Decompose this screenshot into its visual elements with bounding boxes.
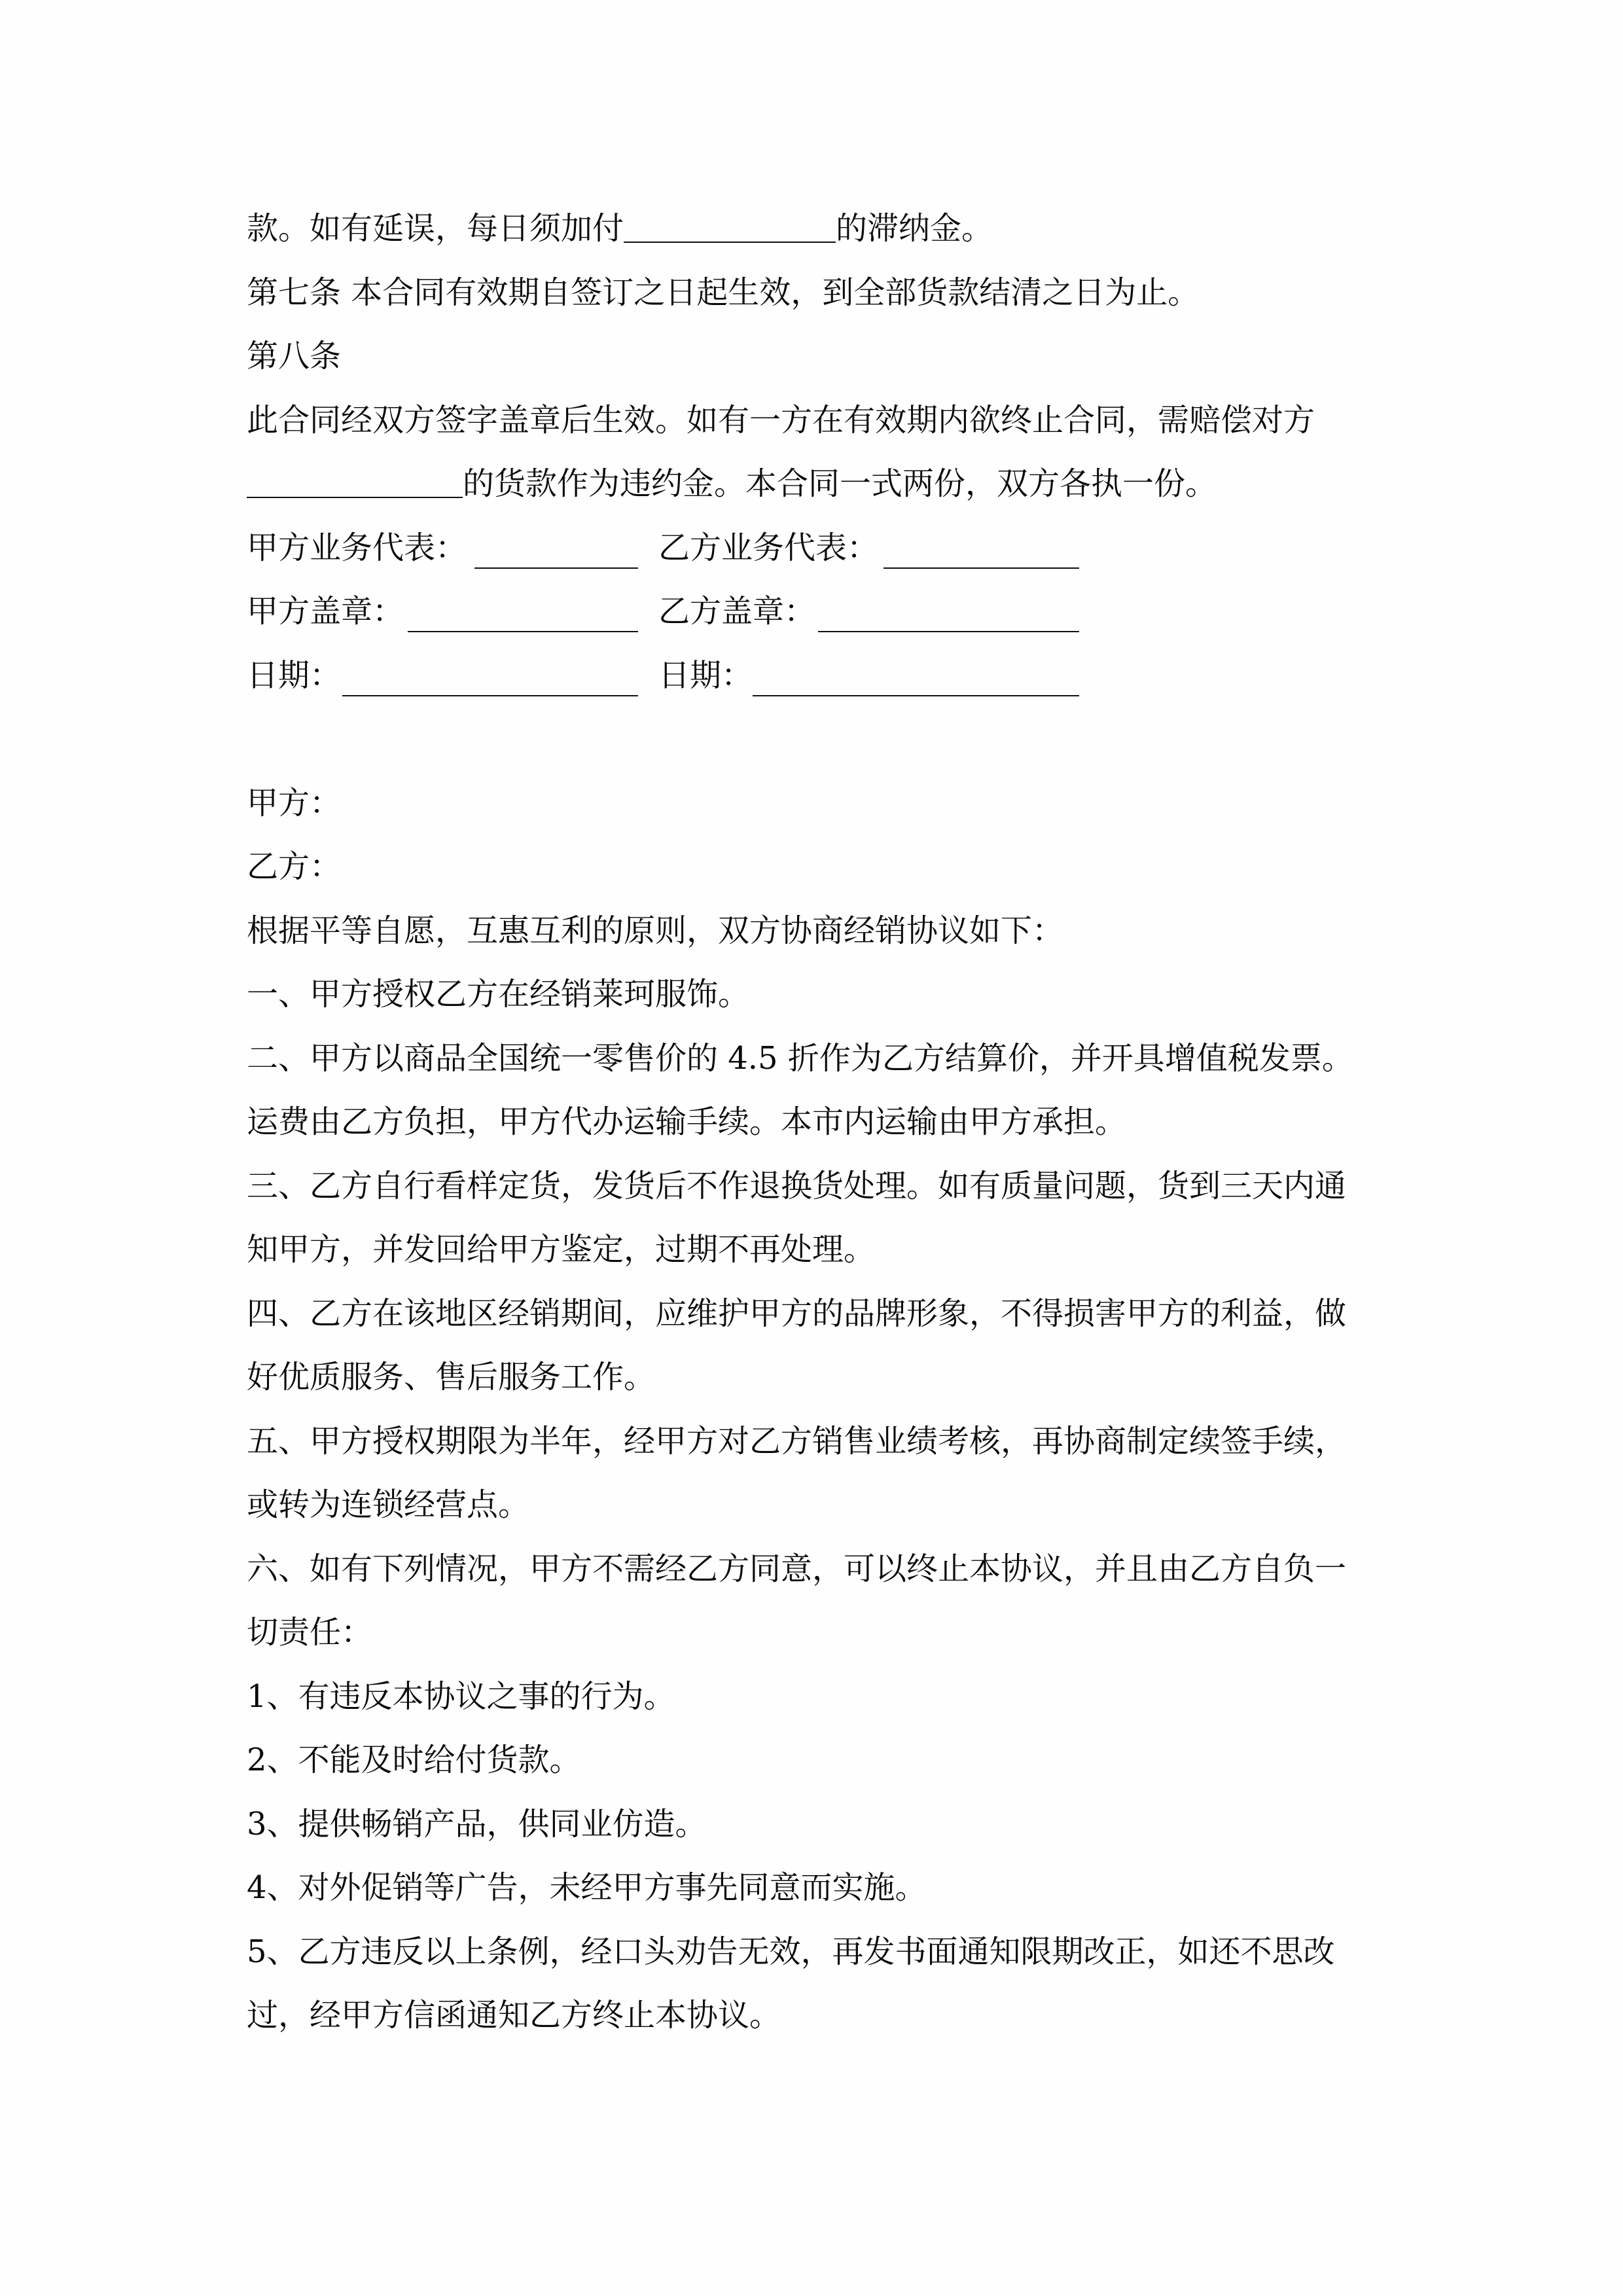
late-fee-clause bbox=[247, 197, 993, 261]
penalty-blank bbox=[247, 496, 463, 498]
party-a-seal-label: 甲方盖章： bbox=[247, 593, 404, 630]
list-item: 过，经甲方信函通知乙方终止本协议。 bbox=[247, 1997, 781, 2034]
party-b-seal-line bbox=[818, 631, 1079, 632]
clause-line: 一、甲方授权乙方在经销莱珂服饰。 bbox=[247, 976, 750, 1013]
article-8-line-2 bbox=[247, 452, 1217, 516]
clause-line: 或转为连锁经营点。 bbox=[247, 1486, 530, 1523]
late-fee-text-after: 的滞纳金。 bbox=[836, 210, 993, 247]
party-b-rep-line bbox=[883, 567, 1079, 569]
list-item: 4、对外促销等广告，未经甲方事先同意而实施。 bbox=[247, 1869, 927, 1906]
party-b-label: 乙方： bbox=[247, 848, 342, 885]
party-a-date-line bbox=[342, 695, 638, 696]
clause-line: 四、乙方在该地区经销期间，应维护甲方的品牌形象，不得损害甲方的利益，做 bbox=[247, 1295, 1347, 1332]
late-fee-blank bbox=[624, 241, 836, 243]
clause-line: 运费由乙方负担，甲方代办运输手续。本市内运输由甲方承担。 bbox=[247, 1103, 1127, 1140]
list-item: 5、乙方违反以上条例，经口头劝告无效，再发书面通知限期改正，如还不思改 bbox=[247, 1933, 1335, 1970]
party-a-label: 甲方： bbox=[247, 784, 342, 821]
list-item: 2、不能及时给付货款。 bbox=[247, 1742, 581, 1778]
clause-line: 六、如有下列情况，甲方不需经乙方同意，可以终止本协议，并且由乙方自负一 bbox=[247, 1550, 1347, 1587]
party-a-rep-label: 甲方业务代表： bbox=[247, 529, 467, 566]
list-item: 3、提供畅销产品，供同业仿造。 bbox=[247, 1805, 707, 1842]
clause-line: 三、乙方自行看样定货，发货后不作退换货处理。如有质量问题，货到三天内通 bbox=[247, 1167, 1347, 1204]
clause-line: 五、甲方授权期限为半年，经甲方对乙方销售业绩考核，再协商制定续签手续， bbox=[247, 1422, 1347, 1460]
list-item: 1、有违反本协议之事的行为。 bbox=[247, 1677, 675, 1715]
late-fee-text-before: 款。如有延误，每日须加付 bbox=[247, 210, 624, 247]
party-a-seal-line bbox=[408, 631, 638, 632]
clause-line: 知甲方，并发回给甲方鉴定，过期不再处理。 bbox=[247, 1231, 876, 1268]
party-b-seal-label: 乙方盖章： bbox=[658, 593, 816, 630]
agreement-intro: 根据平等自愿，互惠互利的原则，双方协商经销协议如下： bbox=[247, 912, 1064, 949]
article-8-line-2-text: 的货款作为违约金。本合同一式两份，双方各执一份。 bbox=[463, 465, 1217, 502]
party-b-rep-label: 乙方业务代表： bbox=[658, 529, 879, 566]
party-a-date-label: 日期： bbox=[247, 656, 342, 694]
party-b-date-line bbox=[753, 695, 1079, 696]
party-b-date-label: 日期： bbox=[658, 656, 753, 694]
clause-line: 二、甲方以商品全国统一零售价的 4.5 折作为乙方结算价，并开具增值税发票。 bbox=[247, 1039, 1353, 1077]
article-8-line-1: 此合同经双方签字盖章后生效。如有一方在有效期内欲终止合同，需赔偿对方 bbox=[247, 401, 1315, 439]
article-8-title: 第八条 bbox=[247, 338, 342, 374]
article-7: 第七条 本合同有效期自签订之日起生效，到全部货款结清之日为止。 bbox=[247, 274, 1200, 311]
clause-line: 切责任： bbox=[247, 1614, 373, 1651]
clause-line: 好优质服务、售后服务工作。 bbox=[247, 1359, 656, 1395]
party-a-rep-line bbox=[474, 567, 638, 569]
